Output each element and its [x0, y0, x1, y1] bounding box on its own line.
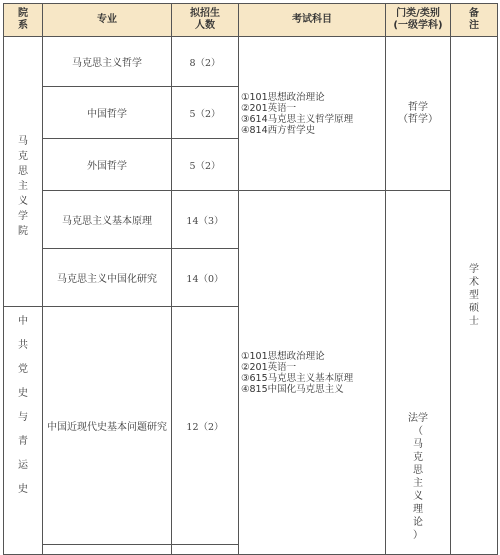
major-cell-empty: [43, 545, 172, 555]
major-cell: 中国近现代史基本问题研究: [43, 307, 172, 545]
category-cell-law: 法学 （ 马 克 思 主 义 理 论 ）: [386, 191, 451, 555]
college-cell-marxism: 马 克 思 主 义 学 院: [4, 37, 43, 307]
major-cell: 马克思主义中国化研究: [43, 249, 172, 307]
quota-cell: 8（2）: [172, 37, 239, 87]
college-cell-party-history: 中 共 党 史 与 青 运 史: [4, 307, 43, 555]
major-cell: 中国哲学: [43, 87, 172, 139]
major-cell: 马克思主义基本原理: [43, 191, 172, 249]
header-remark: 备 注: [451, 4, 498, 37]
quota-cell: 5（2）: [172, 87, 239, 139]
header-quota: 拟招生 人数: [172, 4, 239, 37]
subjects-cell-theory: ①101思想政治理论 ②201英语一 ③615马克思主义基本原理 ④815中国化马克思主义: [239, 191, 386, 555]
quota-cell: 14（0）: [172, 249, 239, 307]
major-cell: 外国哲学: [43, 139, 172, 191]
subjects-cell-philosophy: ①101思想政治理论 ②201英语一 ③614马克思主义哲学原理 ④814西方哲学史: [239, 37, 386, 191]
major-cell: 马克思主义哲学: [43, 37, 172, 87]
header-category: 门类/类别 (一级学科): [386, 4, 451, 37]
category-cell-philosophy: 哲学 （哲学）: [386, 37, 451, 191]
quota-cell: 5（2）: [172, 139, 239, 191]
table-row: [4, 191, 498, 249]
quota-cell: 14（3）: [172, 191, 239, 249]
header-row: [4, 4, 498, 37]
header-college: 院 系: [4, 4, 43, 37]
header-major: 专业: [43, 4, 172, 37]
header-subjects: 考试科目: [239, 4, 386, 37]
admissions-table: [3, 3, 498, 555]
quota-cell: 12（2）: [172, 307, 239, 545]
table-row: [4, 37, 498, 87]
remark-cell: 学 术 型 硕 士: [451, 37, 498, 555]
quota-cell-empty: [172, 545, 239, 555]
